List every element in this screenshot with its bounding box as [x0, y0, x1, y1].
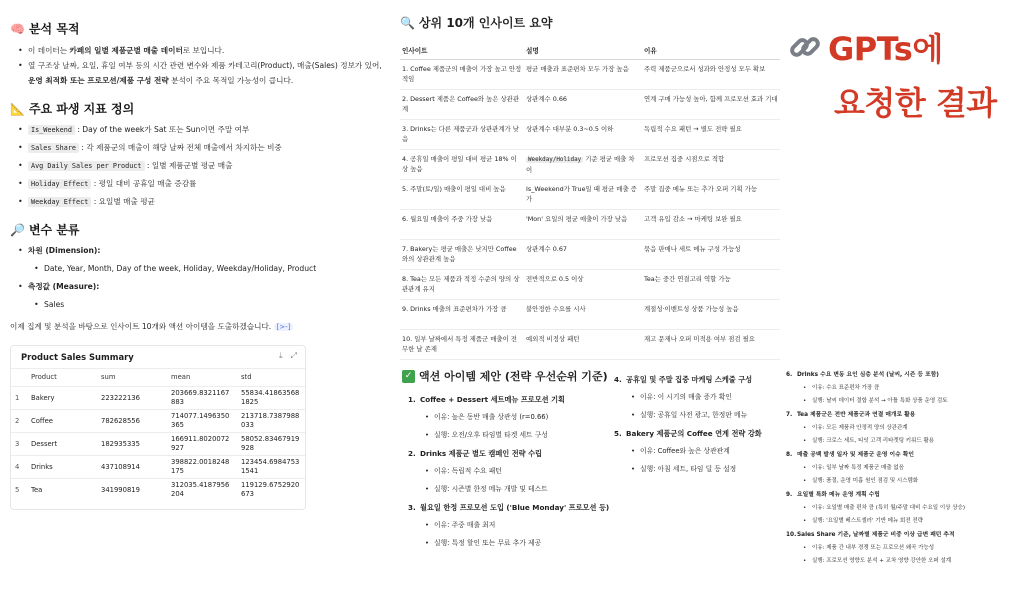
table-row: 3 Dessert 182935335 166911.8020072927 58052.83467919928	[11, 433, 305, 456]
list-item: 1. Coffee + Dessert 세트메뉴 프로모션 기획 • 이유: 높은 동반 매출 상관성 (r=0.66) • 실행: 오전/오후 타임별 타겟 세트 구성	[408, 393, 618, 442]
actions-column-3	[786, 366, 1022, 566]
closing-text: 이제 집계 및 분석을 바탕으로 인사이트 10개와 액션 아이템을 도출하겠습니다. [>-]	[10, 320, 385, 334]
purpose-heading: 🧠 분석 목적	[10, 21, 80, 36]
table-row: 5. 주말(토/일) 매출이 평일 대비 높음 Is_Weekend가 True일 때 평균 매출 증가 주말 집중 메뉴 또는 추가 오퍼 기획 가능	[400, 180, 780, 210]
table-row: 8. Tea는 모든 제품과 적정 수준의 양의 상관관계 유지 전반적으로 0.5 이상 Tea는 중간 연결고리 역할 가능	[400, 270, 780, 300]
list-item: 5. Bakery 제품군의 Coffee 연계 전략 강화 • 이유: Coffee와 높은 상관관계 • 실행: 아침 세트, 타임 딜 등 설정	[614, 427, 794, 476]
link-icon	[788, 30, 822, 64]
header-cell: mean	[167, 369, 237, 387]
vars-heading: 🔎 변수 분류	[10, 222, 80, 237]
list-item: • Is_Weekend : Day of the week가 Sat 또는 Sun이면 주말 여부	[10, 121, 385, 139]
actions-heading: ✓ 액션 아이템 제안 (전략 우선순위 기준)	[402, 368, 608, 384]
header-cell: Product	[27, 369, 97, 387]
list-item: 2. Drinks 제품군 별도 캠페인 전략 수립 • 이유: 독립적 수요 패턴 • 실행: 시즌별 한정 메뉴 개발 및 테스트	[408, 447, 618, 496]
list-item: • Avg Daily Sales per Product : 일별 제품군별 평균 매출	[10, 157, 385, 175]
derived-heading: 📐 주요 파생 지표 정의	[10, 101, 135, 116]
gpt-label-line2: 요청한 결과	[834, 84, 997, 122]
expand-icon[interactable]: ⤢	[290, 351, 297, 360]
table-row: 6. 월요일 매출이 주중 가장 낮음 'Mon' 요일의 평균 매출이 가장 낮음 고객 유입 감소 → 마케팅 보완 필요	[400, 210, 780, 240]
table-title: Product Sales Summary	[21, 352, 134, 362]
gpt-label-line1: GPTs에	[828, 30, 943, 68]
header-cell: 설명	[524, 41, 642, 60]
brain-icon: 🧠	[10, 21, 25, 36]
table-row: 3. Drinks는 다른 제품군과 상관관계가 낮음 상관계수 대부분 0.3~0.5 이하 독립적 수요 패턴 → 별도 전략 필요	[400, 120, 780, 150]
list-item: • Holiday Effect : 평일 대비 공휴일 매출 증감률	[10, 175, 385, 193]
table-header-row	[400, 41, 780, 60]
list-item: 8. 매출 공백 발생 일자 및 제품군 운영 이슈 확인 • 이유: 일부 날짜 특정 제품군 매출 없음 • 실행: 품절, 운영 미흡 원인 점검 및 시스템화	[786, 450, 1022, 486]
table-row: 1 Bakery 223222136 203669.8321167883 55834.418635681825	[11, 387, 305, 410]
product-sales-summary-table	[10, 345, 306, 510]
actions-column-2	[614, 368, 794, 476]
ruler-icon: 📐	[10, 101, 25, 116]
list-item: • 열 구조상 날짜, 요일, 휴일 여부 등의 시간 관련 변수와 제품 카테고리(Product), 매출(Sales) 정보가 있어, 운영 최적화 또는 프로모션/제품 구성 전략 분석이 주요 목적일 가능성이 큽니다.	[10, 58, 385, 88]
list-item: • 측정값 (Measure):	[10, 278, 385, 296]
header-cell: sum	[97, 369, 167, 387]
list-item: • 차원 (Dimension):	[10, 242, 385, 260]
header-cell	[11, 369, 27, 387]
list-item: • 이 데이터는 카페의 일별 제품군별 매출 데이터로 보입니다.	[10, 43, 385, 58]
insights-heading: 🔍 상위 10개 인사이트 요약	[400, 15, 553, 30]
table-row: 2. Dessert 제품은 Coffee와 높은 상관관계 상관계수 0.66 연계 구매 가능성 높아, 함께 프로모션 효과 기대	[400, 90, 780, 120]
list-item: • Sales Share : 각 제품군의 매출이 해당 날짜 전체 매출에서 차지하는 비중	[10, 139, 385, 157]
table-row: 10. 일부 날짜에서 특정 제품군 매출이 전무한 날 존재 예외적 비정상 패턴 재고 문제나 오퍼 미적용 여부 점검 필요	[400, 330, 780, 360]
table-row: 9. Drinks 매출의 표준편차가 가장 큼 불안정한 수요를 시사 계절성·이벤트성 상품 가능성 높음	[400, 300, 780, 330]
table-header-row	[11, 369, 305, 387]
table-row: 2 Coffee 782628556 714077.1496350365 213718.7387988033	[11, 410, 305, 433]
header-cell: std	[237, 369, 305, 387]
table-row: 1. Coffee 제품군의 매출이 가장 높고 안정적임 평균 매출과 표준편차 모두 가장 높음 주력 제품군으로서 성과와 안정성 모두 확보	[400, 60, 780, 90]
check-icon: ✓	[402, 370, 415, 383]
gpt-result-label	[788, 24, 1018, 124]
header-cell: 인사이트	[400, 41, 524, 60]
download-icon[interactable]: ⤓	[279, 351, 283, 360]
list-item: • Sales	[10, 296, 385, 314]
table-row: 4. 공휴일 매출이 평일 대비 평균 18% 이상 높음 Weekday/Holiday 기준 평균 매출 차이 프로모션 집중 시점으로 적합	[400, 150, 780, 180]
purpose-list	[10, 43, 385, 88]
list-item: 6. Drinks 수요 변동 요인 심층 분석 (날씨, 시즌 등 포함) • 이유: 수요 표준편차 가장 큼 • 실행: 날씨 데이터 결합 분석 → 아틀 특화 상품 운영 검토	[786, 370, 1022, 406]
magnifier-icon: 🔎	[10, 222, 25, 237]
analysis-link[interactable]: [>-]	[274, 323, 294, 331]
list-item: 4. 공휴일 및 주말 집중 마케팅 스케줄 구성 • 이유: 이 시기의 매출 증가 확인 • 실행: 공휴일 사전 광고, 한정판 메뉴	[614, 373, 794, 422]
list-item: 9. 요일별 특화 메뉴 운영 계획 수립 • 이유: 요일별 매출 편차 큼 (특히 월/주말 대비 수요일 이상 상승) • 실행: '요일별 베스트셀러' 기반 메뉴 회전 전략	[786, 490, 1022, 526]
left-panel	[10, 20, 385, 334]
table-row: 4 Drinks 437108914 398822.0018248175 123454.69847531541	[11, 456, 305, 479]
insights-table	[400, 41, 780, 360]
table-row: 5 Tea 341990819 312035.4187956204 119129.6752920673	[11, 479, 305, 502]
list-item: 10.Sales Share 기준, 날짜별 제품군 비중 이상 급변 패턴 추적 • 이유: 제품 간 내부 경쟁 또는 프로모션 왜곡 가능성 • 실행: 프로모션 영향도 분석 + 교차 영향 강안한 오퍼 설계	[786, 530, 1022, 566]
list-item: 3. 월요일 한정 프로모션 도입 ('Blue Monday' 프로모션 등) • 이유: 주중 매출 최저 • 실행: 특정 할인 또는 무료 추가 제공	[408, 501, 618, 550]
table-row: 7. Bakery는 평균 매출은 낮지만 Coffee와의 상관관계 높음 상관계수 0.67 묶음 판매나 세트 메뉴 구성 가능성	[400, 240, 780, 270]
magnifier-icon: 🔍	[400, 15, 415, 30]
list-item: • Date, Year, Month, Day of the week, Holiday, Weekday/Holiday, Product	[10, 260, 385, 278]
list-item: 7. Tea 제품군은 전반 제품군과 연결 매개로 활용 • 이유: 모든 제품과 안정적 양의 상관관계 • 실행: 크로스 세트, 티잇 고객 리타겟팅 키워드 활용	[786, 410, 1022, 446]
derived-list	[10, 121, 385, 211]
actions-column-1	[408, 388, 618, 550]
vars-list	[10, 242, 385, 314]
insights-panel	[400, 14, 780, 360]
list-item: • Weekday Effect : 요일별 매출 평균	[10, 193, 385, 211]
header-cell: 이유	[642, 41, 780, 60]
